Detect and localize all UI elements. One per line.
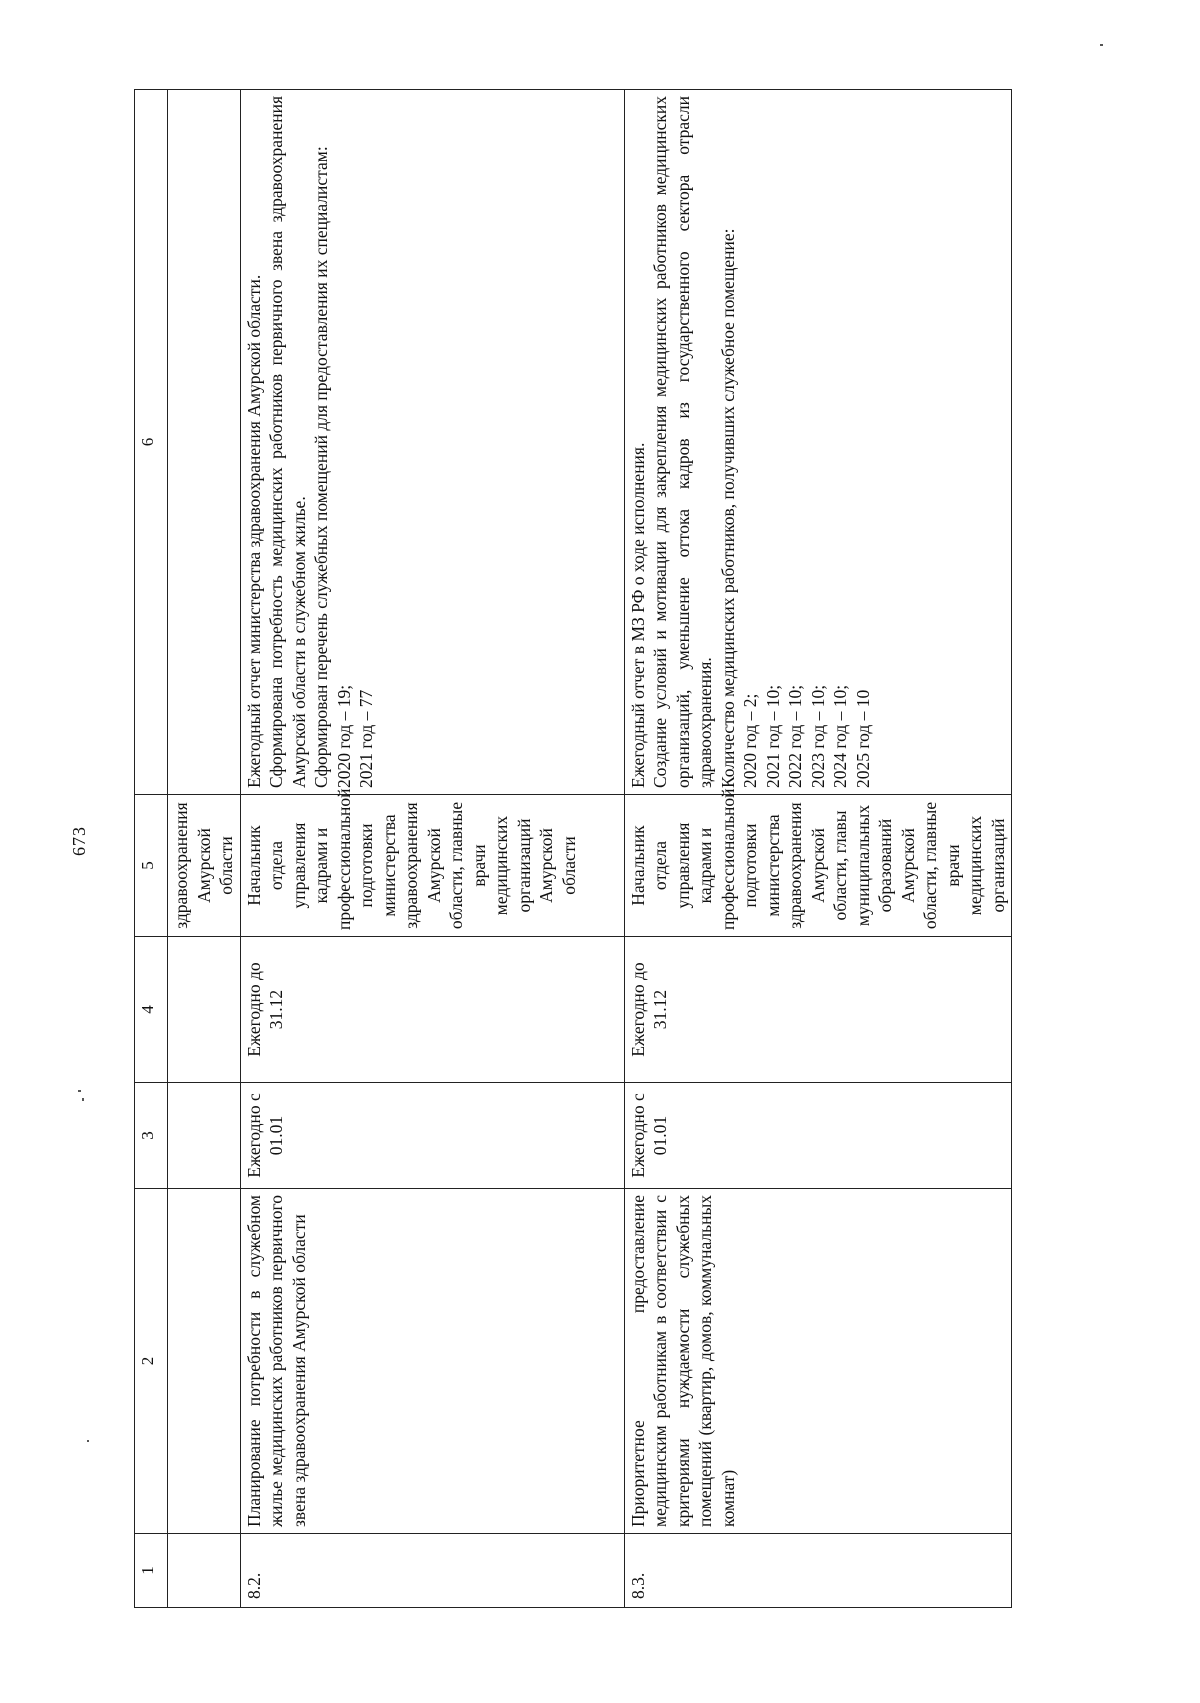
header-cell: 1 [135, 1534, 168, 1608]
result-list-item: 2021 год – 77 [356, 689, 376, 788]
header-cell: 6 [135, 90, 168, 795]
end-date: Ежегодно до 31.12 [624, 937, 1012, 1083]
header-cell: 4 [135, 937, 168, 1083]
scan-speck [87, 1440, 89, 1442]
empty-cell [168, 1083, 241, 1189]
end-date: Ежегодно до 31.12 [240, 937, 624, 1083]
table-row [240, 90, 624, 1608]
responsible-cell: Начальник отдела управления кадрами и профессиональной подготовки министерства здравоохранения Амурской области, главные врачи медицинских организаций Амурской области [240, 795, 624, 937]
measure-description: Приоритетное предоставление медицинским работникам в соответствии с критериями нуждаемости служебных помещений (квартир, домов, коммунальных комнат) [624, 1189, 1012, 1534]
scan-speck [78, 1090, 81, 1092]
result-list-item: 2022 год – 10; [785, 684, 805, 788]
table-row [624, 90, 1012, 1608]
start-date: Ежегодно с 01.01 [624, 1083, 1012, 1189]
measures-table [134, 89, 1012, 1608]
header-row [135, 90, 168, 1608]
empty-cell [168, 937, 241, 1083]
header-cell: 5 [135, 795, 168, 937]
result-list-item: 2020 год – 2; [740, 693, 760, 788]
empty-cell [168, 1189, 241, 1534]
continuation-row [168, 90, 241, 1608]
result-line: Сформирована потребность медицинских работников первичного звена здравоохранения Амурской области в служебном жилье. [266, 96, 309, 788]
result-cell [624, 90, 1012, 795]
start-date: Ежегодно с 01.01 [240, 1083, 624, 1189]
scan-speck [1100, 44, 1103, 46]
empty-cell [168, 90, 241, 795]
result-list-item: 2021 год – 10; [762, 684, 783, 788]
page-number: 673 [69, 826, 89, 856]
responsible-cell: здравоохранения Амурской области [168, 795, 241, 937]
rotated-table-wrapper [134, 90, 1008, 1608]
row-number: 8.3. [624, 1534, 1012, 1608]
result-cell [240, 90, 624, 795]
header-cell: 3 [135, 1083, 168, 1189]
result-line: Количество медицинских работников, получивших служебное помещение: [717, 228, 738, 788]
result-line: Ежегодный отчет в МЗ РФ о ходе исполнения. [627, 442, 648, 788]
result-list-item: 2024 год – 10; [830, 684, 850, 788]
result-list-item: 2025 год – 10 [852, 689, 873, 788]
empty-cell [168, 1534, 241, 1608]
result-list-item: 2020 год – 19; [333, 684, 354, 788]
measure-description: Планирование потребности в служебном жилье медицинских работников первичного звена здравоохранения Амурской области [240, 1189, 624, 1534]
result-line: Сформирован перечень служебных помещений для предоставления их специалистам: [311, 146, 331, 788]
header-cell: 2 [135, 1189, 168, 1534]
row-number: 8.2. [240, 1534, 624, 1608]
result-line: Ежегодный отчет министерства здравоохранения Амурской области. [243, 274, 264, 788]
scan-speck [82, 1098, 84, 1101]
result-line: Создание условий и мотивации для закрепления медицинских работников медицинских организаций, уменьшение оттока кадров из государственного сектора отрасли здравоохранения. [650, 96, 715, 788]
responsible-cell: Начальник отдела управления кадрами и профессиональной подготовки министерства здравоохранения Амурской области, главы муниципальных образований Амурской области, главные врачи медицинских организаций [624, 795, 1012, 937]
result-list-item: 2023 год – 10; [807, 684, 828, 788]
